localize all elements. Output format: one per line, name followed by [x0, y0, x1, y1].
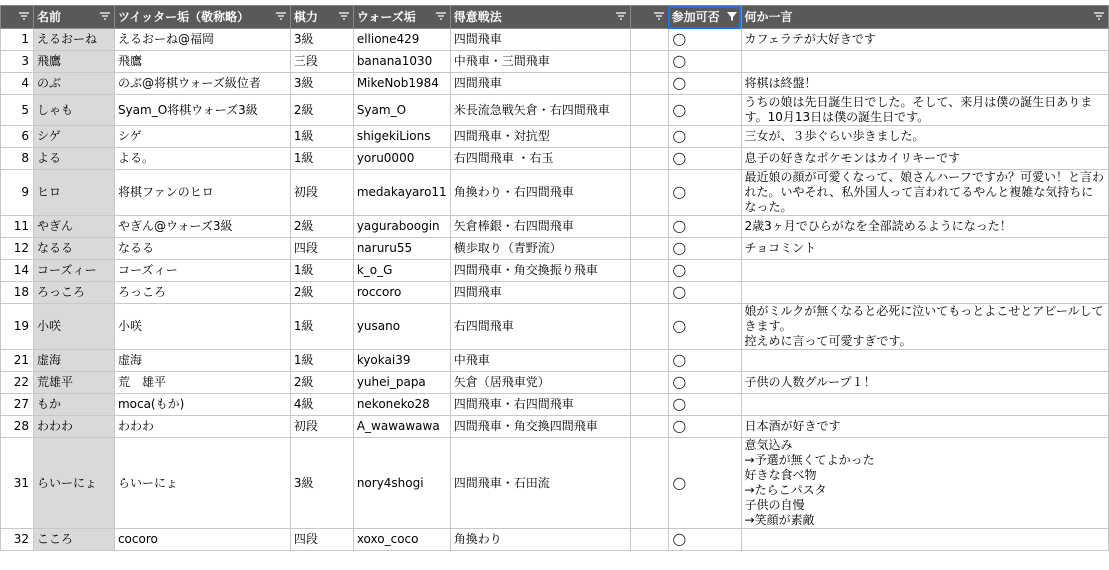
comment-cell[interactable]: [741, 282, 1108, 304]
filter-icon[interactable]: [435, 10, 447, 22]
row-number[interactable]: 5: [1, 95, 34, 126]
gap-cell[interactable]: [630, 238, 668, 260]
name-cell[interactable]: こころ: [33, 529, 114, 551]
strategy-cell[interactable]: 米長流急戦矢倉・右四間飛車: [450, 95, 630, 126]
wars-cell[interactable]: yoru0000: [353, 148, 450, 170]
rank-cell[interactable]: 1級: [290, 304, 353, 350]
wars-cell[interactable]: medakayaro11: [353, 170, 450, 216]
rank-cell[interactable]: 三段: [290, 51, 353, 73]
name-cell[interactable]: もか: [33, 394, 114, 416]
wars-cell[interactable]: Syam_O: [353, 95, 450, 126]
wars-cell[interactable]: xoxo_coco: [353, 529, 450, 551]
name-cell[interactable]: シゲ: [33, 126, 114, 148]
row-number[interactable]: 22: [1, 372, 34, 394]
wars-cell[interactable]: yusano: [353, 304, 450, 350]
strategy-cell[interactable]: 四間飛車・右四間飛車: [450, 394, 630, 416]
gap-header[interactable]: [630, 6, 668, 29]
name-cell[interactable]: のぶ: [33, 73, 114, 95]
join-header[interactable]: 参加可否: [668, 6, 741, 29]
join-cell[interactable]: ◯: [668, 126, 741, 148]
row-number[interactable]: 32: [1, 529, 34, 551]
wars-header[interactable]: ウォーズ垢: [353, 6, 450, 29]
name-cell[interactable]: しゃも: [33, 95, 114, 126]
wars-cell[interactable]: MikeNob1984: [353, 73, 450, 95]
comment-cell[interactable]: 日本酒が好きです: [741, 416, 1108, 438]
wars-cell[interactable]: yaguraboogin: [353, 216, 450, 238]
strategy-cell[interactable]: 四間飛車: [450, 73, 630, 95]
row-number[interactable]: 18: [1, 282, 34, 304]
row-number-header[interactable]: [1, 6, 34, 29]
join-cell[interactable]: ◯: [668, 148, 741, 170]
twitter-cell[interactable]: ろっころ: [114, 282, 290, 304]
row-number[interactable]: 11: [1, 216, 34, 238]
row-number[interactable]: 9: [1, 170, 34, 216]
table-row[interactable]: [1, 216, 1109, 238]
filter-icon[interactable]: [1093, 10, 1105, 22]
gap-cell[interactable]: [630, 438, 668, 529]
rank-cell[interactable]: 3級: [290, 438, 353, 529]
strategy-cell[interactable]: 中飛車: [450, 350, 630, 372]
join-cell[interactable]: ◯: [668, 350, 741, 372]
comment-cell[interactable]: [741, 394, 1108, 416]
twitter-cell[interactable]: シゲ: [114, 126, 290, 148]
name-cell[interactable]: コーズィー: [33, 260, 114, 282]
join-cell[interactable]: ◯: [668, 394, 741, 416]
table-row[interactable]: [1, 416, 1109, 438]
join-cell[interactable]: ◯: [668, 372, 741, 394]
join-cell[interactable]: ◯: [668, 529, 741, 551]
twitter-cell[interactable]: 虚海: [114, 350, 290, 372]
twitter-cell[interactable]: 小咲: [114, 304, 290, 350]
filter-icon[interactable]: [615, 10, 627, 22]
table-row[interactable]: [1, 170, 1109, 216]
gap-cell[interactable]: [630, 216, 668, 238]
filter-icon[interactable]: [275, 10, 287, 22]
comment-cell[interactable]: うちの娘は先日誕生日でした。そして、来月は僕の誕生日あります。10月13日は僕の誕生日です。: [741, 95, 1108, 126]
twitter-cell[interactable]: のぶ@将棋ウォーズ級位者: [114, 73, 290, 95]
gap-cell[interactable]: [630, 350, 668, 372]
wars-cell[interactable]: A_wawawawa: [353, 416, 450, 438]
comment-cell[interactable]: 三女が、３歩ぐらい歩きました。: [741, 126, 1108, 148]
gap-cell[interactable]: [630, 260, 668, 282]
join-cell[interactable]: ◯: [668, 95, 741, 126]
strategy-header[interactable]: 得意戦法: [450, 6, 630, 29]
comment-cell[interactable]: チョコミント: [741, 238, 1108, 260]
rank-cell[interactable]: 2級: [290, 216, 353, 238]
strategy-cell[interactable]: 四間飛車・石田流: [450, 438, 630, 529]
rank-cell[interactable]: 四段: [290, 238, 353, 260]
table-row[interactable]: [1, 95, 1109, 126]
strategy-cell[interactable]: 四間飛車・対抗型: [450, 126, 630, 148]
rank-cell[interactable]: 1級: [290, 350, 353, 372]
comment-cell[interactable]: 将棋は終盤！: [741, 73, 1108, 95]
wars-cell[interactable]: yuhei_papa: [353, 372, 450, 394]
twitter-cell[interactable]: えるおーね@福岡: [114, 29, 290, 51]
table-row[interactable]: [1, 238, 1109, 260]
twitter-cell[interactable]: moca(もか): [114, 394, 290, 416]
rank-cell[interactable]: 初段: [290, 416, 353, 438]
row-number[interactable]: 14: [1, 260, 34, 282]
gap-cell[interactable]: [630, 29, 668, 51]
strategy-cell[interactable]: 四間飛車・角交換振り飛車: [450, 260, 630, 282]
join-cell[interactable]: ◯: [668, 216, 741, 238]
gap-cell[interactable]: [630, 148, 668, 170]
gap-cell[interactable]: [630, 51, 668, 73]
comment-cell[interactable]: [741, 529, 1108, 551]
row-number[interactable]: 19: [1, 304, 34, 350]
wars-cell[interactable]: kyokai39: [353, 350, 450, 372]
comment-cell[interactable]: [741, 260, 1108, 282]
strategy-cell[interactable]: 矢倉棒銀・右四間飛車: [450, 216, 630, 238]
wars-cell[interactable]: nekoneko28: [353, 394, 450, 416]
name-cell[interactable]: 虚海: [33, 350, 114, 372]
strategy-cell[interactable]: 矢倉（居飛車党）: [450, 372, 630, 394]
row-number[interactable]: 8: [1, 148, 34, 170]
twitter-cell[interactable]: よる。: [114, 148, 290, 170]
comment-cell[interactable]: カフェラテが大好きです: [741, 29, 1108, 51]
join-cell[interactable]: ◯: [668, 438, 741, 529]
gap-cell[interactable]: [630, 416, 668, 438]
wars-cell[interactable]: ellione429: [353, 29, 450, 51]
wars-cell[interactable]: k_o_G: [353, 260, 450, 282]
gap-cell[interactable]: [630, 394, 668, 416]
strategy-cell[interactable]: 横歩取り（青野流）: [450, 238, 630, 260]
filter-icon[interactable]: [653, 10, 665, 22]
rank-cell[interactable]: 1級: [290, 260, 353, 282]
table-row[interactable]: [1, 282, 1109, 304]
name-header[interactable]: 名前: [33, 6, 114, 29]
comment-cell[interactable]: [741, 51, 1108, 73]
rank-cell[interactable]: 4級: [290, 394, 353, 416]
name-cell[interactable]: 小咲: [33, 304, 114, 350]
comment-cell[interactable]: 子供の人数グループ１！: [741, 372, 1108, 394]
name-cell[interactable]: よる: [33, 148, 114, 170]
gap-cell[interactable]: [630, 372, 668, 394]
strategy-cell[interactable]: 角換わり: [450, 529, 630, 551]
twitter-cell[interactable]: わわわ: [114, 416, 290, 438]
twitter-cell[interactable]: なるる: [114, 238, 290, 260]
comment-header[interactable]: 何か一言: [741, 6, 1108, 29]
comment-cell[interactable]: 息子の好きなポケモンはカイリキーです: [741, 148, 1108, 170]
comment-cell[interactable]: 意気込み →予選が無くてよかった 好きな食べ物 →たらこパスタ 子供の自慢 →笑顔が素敵: [741, 438, 1108, 529]
table-row[interactable]: [1, 372, 1109, 394]
join-cell[interactable]: ◯: [668, 304, 741, 350]
name-cell[interactable]: 荒雄平: [33, 372, 114, 394]
name-cell[interactable]: 飛鷹: [33, 51, 114, 73]
join-cell[interactable]: ◯: [668, 51, 741, 73]
gap-cell[interactable]: [630, 95, 668, 126]
join-cell[interactable]: ◯: [668, 260, 741, 282]
gap-cell[interactable]: [630, 282, 668, 304]
row-number[interactable]: 28: [1, 416, 34, 438]
table-row[interactable]: [1, 304, 1109, 350]
comment-cell[interactable]: 最近娘の顔が可愛くなって、娘さんハーフですか？可愛い！と言われた。いやそれ、私外国人って言われてるやんと複雑な気持ちになった。: [741, 170, 1108, 216]
rank-cell[interactable]: 2級: [290, 282, 353, 304]
table-row[interactable]: [1, 126, 1109, 148]
table-row[interactable]: [1, 438, 1109, 529]
strategy-cell[interactable]: 四間飛車: [450, 29, 630, 51]
twitter-header[interactable]: ツイッター垢（敬称略）: [114, 6, 290, 29]
gap-cell[interactable]: [630, 73, 668, 95]
name-cell[interactable]: やぎん: [33, 216, 114, 238]
gap-cell[interactable]: [630, 529, 668, 551]
name-cell[interactable]: なるる: [33, 238, 114, 260]
table-row[interactable]: [1, 73, 1109, 95]
strategy-cell[interactable]: 角換わり・右四間飛車: [450, 170, 630, 216]
join-cell[interactable]: ◯: [668, 238, 741, 260]
row-number[interactable]: 21: [1, 350, 34, 372]
strategy-cell[interactable]: 四間飛車: [450, 282, 630, 304]
filter-icon[interactable]: [338, 10, 350, 22]
twitter-cell[interactable]: Syam_O将棋ウォーズ3級: [114, 95, 290, 126]
row-number[interactable]: 12: [1, 238, 34, 260]
wars-cell[interactable]: naruru55: [353, 238, 450, 260]
name-cell[interactable]: わわわ: [33, 416, 114, 438]
rank-cell[interactable]: 1級: [290, 126, 353, 148]
name-cell[interactable]: えるおーね: [33, 29, 114, 51]
rank-cell[interactable]: 四段: [290, 529, 353, 551]
row-number[interactable]: 31: [1, 438, 34, 529]
gap-cell[interactable]: [630, 304, 668, 350]
row-number[interactable]: 27: [1, 394, 34, 416]
twitter-cell[interactable]: やぎん@ウォーズ3級: [114, 216, 290, 238]
member-table: [0, 5, 1109, 551]
twitter-cell[interactable]: 飛鷹: [114, 51, 290, 73]
row-number[interactable]: 3: [1, 51, 34, 73]
rank-header[interactable]: 棋力: [290, 6, 353, 29]
table-row[interactable]: [1, 51, 1109, 73]
rank-cell[interactable]: 2級: [290, 95, 353, 126]
table-row[interactable]: [1, 29, 1109, 51]
filter-active-icon[interactable]: [726, 10, 738, 22]
wars-cell[interactable]: roccoro: [353, 282, 450, 304]
strategy-cell[interactable]: 中飛車・三間飛車: [450, 51, 630, 73]
name-cell[interactable]: ヒロ: [33, 170, 114, 216]
table-row[interactable]: [1, 529, 1109, 551]
filter-icon[interactable]: [99, 10, 111, 22]
name-cell[interactable]: らいーにょ: [33, 438, 114, 529]
table-row[interactable]: [1, 260, 1109, 282]
join-cell[interactable]: ◯: [668, 29, 741, 51]
wars-cell[interactable]: shigekiLions: [353, 126, 450, 148]
rank-cell[interactable]: 初段: [290, 170, 353, 216]
rank-cell[interactable]: 1級: [290, 148, 353, 170]
strategy-cell[interactable]: 右四間飛車: [450, 304, 630, 350]
name-cell[interactable]: ろっころ: [33, 282, 114, 304]
row-number[interactable]: 1: [1, 29, 34, 51]
strategy-cell[interactable]: 右四間飛車 ・右玉: [450, 148, 630, 170]
wars-cell[interactable]: nory4shogi: [353, 438, 450, 529]
join-cell[interactable]: ◯: [668, 73, 741, 95]
row-number[interactable]: 4: [1, 73, 34, 95]
join-cell[interactable]: ◯: [668, 416, 741, 438]
rank-cell[interactable]: 3級: [290, 73, 353, 95]
filter-icon[interactable]: [18, 10, 30, 22]
twitter-cell[interactable]: 将棋ファンのヒロ: [114, 170, 290, 216]
header-row: [1, 6, 1109, 29]
gap-cell[interactable]: [630, 170, 668, 216]
comment-cell[interactable]: 娘がミルクが無くなると必死に泣いてもっとよこせとアピールしてきます。 控えめに言って可愛すぎです。: [741, 304, 1108, 350]
join-cell[interactable]: ◯: [668, 282, 741, 304]
table-row[interactable]: [1, 350, 1109, 372]
row-number[interactable]: 6: [1, 126, 34, 148]
comment-cell[interactable]: [741, 350, 1108, 372]
twitter-cell[interactable]: 荒 雄平: [114, 372, 290, 394]
comment-cell[interactable]: 2歳3ヶ月でひらがなを全部読めるようになった！: [741, 216, 1108, 238]
table-row[interactable]: [1, 148, 1109, 170]
wars-cell[interactable]: banana1030: [353, 51, 450, 73]
strategy-cell[interactable]: 四間飛車・角交換四間飛車: [450, 416, 630, 438]
twitter-cell[interactable]: コーズィー: [114, 260, 290, 282]
table-row[interactable]: [1, 394, 1109, 416]
rank-cell[interactable]: 2級: [290, 372, 353, 394]
rank-cell[interactable]: 3級: [290, 29, 353, 51]
gap-cell[interactable]: [630, 126, 668, 148]
twitter-cell[interactable]: らいーにょ: [114, 438, 290, 529]
join-cell[interactable]: ◯: [668, 170, 741, 216]
twitter-cell[interactable]: cocoro: [114, 529, 290, 551]
